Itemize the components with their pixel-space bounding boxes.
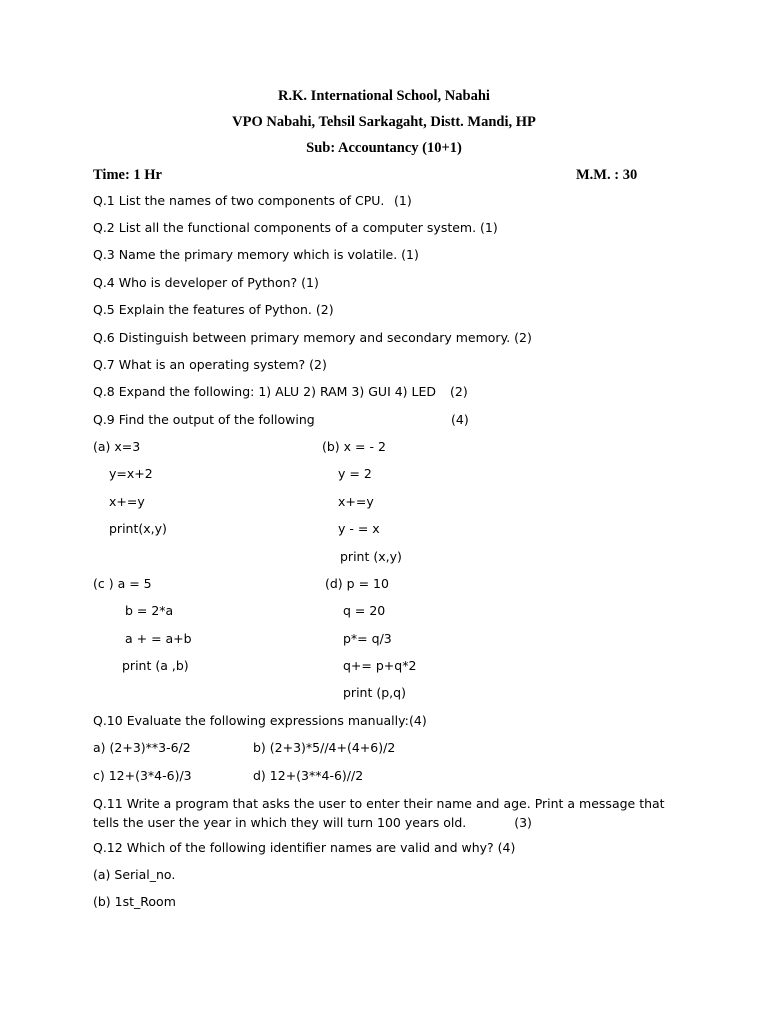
code-d-line: p*= q/3 [343,631,392,646]
code-b-line: x+=y [338,494,374,509]
question-9: Q.9 Find the output of the following [93,412,315,427]
identifier-option-b: (b) 1st_Room [93,894,176,909]
expression-d: d) 12+(3**4-6)//2 [253,768,364,783]
code-b-line: y - = x [338,521,380,536]
subject-line: Sub: Accountancy (10+1) [306,140,462,156]
time-label: Time: 1 Hr [93,167,162,183]
question-2: Q.2 List all the functional components of a computer system. (1) [93,220,498,235]
code-c-line: a + = a+b [125,631,192,646]
code-a-line: (a) x=3 [93,439,141,454]
school-address: VPO Nabahi, Tehsil Sarkagaht, Distt. Mandi, HP [232,114,536,130]
question-12: Q.12 Which of the following identifier names are valid and why? (4) [93,840,516,855]
question-11 [93,794,673,832]
code-c-line: b = 2*a [125,603,174,618]
school-name: R.K. International School, Nabahi [278,88,490,104]
code-d-line: print (p,q) [343,685,406,700]
question-10-marks: (4) [409,713,427,728]
expression-a: a) (2+3)**3-6/2 [93,740,191,755]
question-10: Q.10 Evaluate the following expressions manually: [93,713,409,728]
expression-c: c) 12+(3*4-6)/3 [93,768,192,783]
question-11-marks: (3) [514,815,532,830]
question-4: Q.4 Who is developer of Python? (1) [93,275,319,290]
code-d-line: q = 20 [343,603,386,618]
identifier-option-a: (a) Serial_no. [93,867,176,882]
code-b-line: y = 2 [338,466,372,481]
code-b-line: (b) x = - 2 [322,439,386,454]
code-c-line: print (a ,b) [122,658,189,673]
code-a-line: print(x,y) [109,521,167,536]
code-c-line: (c ) a = 5 [93,576,152,591]
code-d-line: (d) p = 10 [325,576,389,591]
question-8: Q.8 Expand the following: 1) ALU 2) RAM 3) GUI 4) LED [93,384,437,399]
question-5: Q.5 Explain the features of Python. (2) [93,302,334,317]
question-6: Q.6 Distinguish between primary memory and secondary memory. (2) [93,330,532,345]
code-a-line: y=x+2 [109,466,153,481]
question-1: Q.1 List the names of two components of CPU. [93,193,385,208]
code-a-line: x+=y [109,494,145,509]
question-3: Q.3 Name the primary memory which is volatile. (1) [93,247,419,262]
question-1-marks: (1) [394,193,412,208]
question-8-marks: (2) [450,384,468,399]
code-d-line: q+= p+q*2 [343,658,417,673]
question-9-marks: (4) [451,412,469,427]
code-b-line: print (x,y) [340,549,402,564]
question-11-text: Q.11 Write a program that asks the user to enter their name and age. Print a message that tells the user the year in which they will turn 100 years old. [93,796,665,830]
max-marks-label: M.M. : 30 [576,167,638,183]
question-7: Q.7 What is an operating system? (2) [93,357,327,372]
expression-b: b) (2+3)*5//4+(4+6)/2 [253,740,396,755]
